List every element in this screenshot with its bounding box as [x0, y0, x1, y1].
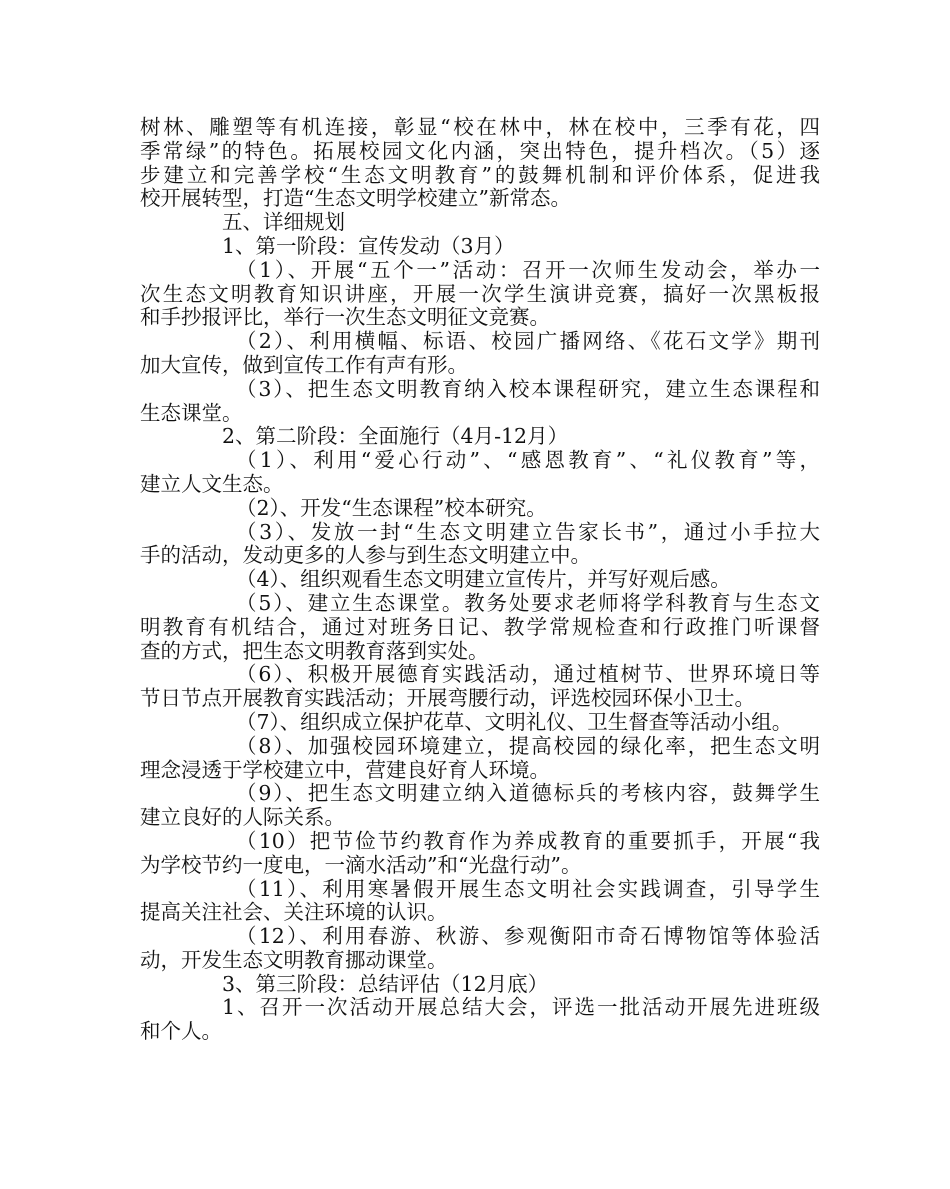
text-line: 季常绿”的特色。拓展校园文化内涵，突出特色，提升档次。（5）逐 [140, 139, 820, 163]
text-line: 理念浸透于学校建立中，营建良好育人环境。 [140, 758, 550, 782]
text-line: 和个人。 [140, 1020, 222, 1044]
text-line: （3）、把生态文明教育纳入校本课程研究，建立生态课程和 [236, 377, 820, 401]
text-line: （2）、利用横幅、标语、校园广播网络、《花石文学》期刊 [236, 330, 820, 354]
text-line: （12）、利用春游、秋游、参观衡阳市奇石博物馆等体验活 [236, 925, 820, 949]
text-line: 步建立和完善学校“生态文明教育”的鼓舞机制和评价体系，促进我 [140, 163, 820, 187]
text-line: （8）、加强校园环境建立，提高校园的绿化率，把生态文明 [236, 734, 820, 758]
text-line: 校开展转型，打造“生态文明学校建立”新常态。 [140, 187, 571, 211]
text-line: （7）、组织成立保护花草、文明礼仪、卫生督查等活动小组。 [236, 710, 793, 734]
text-line: 生态课堂。 [140, 401, 243, 425]
text-line: 建立良好的人际关系。 [140, 806, 345, 830]
text-line: （1）、开展“五个一”活动：召开一次师生发动会，举办一 [236, 258, 820, 282]
text-line: 建立人文生态。 [140, 472, 284, 496]
text-line: 和手抄报评比，举行一次生态文明征文竞赛。 [140, 306, 550, 330]
text-line: （6）、积极开展德育实践活动，通过植树节、世界环境日等 [236, 663, 820, 687]
text-line: 动，开发生态文明教育挪动课堂。 [140, 948, 448, 972]
text-line: 3、第三阶段：总结评估（12月底） [222, 972, 549, 996]
text-line: 次生态文明教育知识讲座，开展一次学生演讲竞赛，搞好一次黑板报 [140, 282, 820, 306]
text-line: （1）、利用“爱心行动”、“感恩教育”、“礼仪教育”等， [236, 449, 820, 473]
text-line: （11）、利用寒暑假开展生态文明社会实践调查，引导学生 [236, 877, 820, 901]
text-line: 1、召开一次活动开展总结大会，评选一批活动开展先进班级 [222, 996, 820, 1020]
text-line: 1、第一阶段：宣传发动（3月） [222, 234, 515, 258]
text-line: （5）、建立生态课堂。教务处要求老师将学科教育与生态文 [236, 591, 820, 615]
text-line: 加大宣传，做到宣传工作有声有形。 [140, 353, 468, 377]
text-line: （4）、组织观看生态文明建立宣传片，并写好观后感。 [236, 568, 731, 592]
document-page [140, 116, 820, 1044]
text-line: （9）、把生态文明建立纳入道德标兵的考核内容，鼓舞学生 [236, 782, 820, 806]
text-line: 手的活动，发动更多的人参与到生态文明建立中。 [140, 544, 591, 568]
text-line: 五、详细规划 [222, 211, 345, 235]
text-line: 节日节点开展教育实践活动；开展弯腰行动，评选校园环保小卫士。 [140, 687, 755, 711]
text-line: 查的方式，把生态文明教育落到实处。 [140, 639, 489, 663]
text-line: 为学校节约一度电，一滴水活动”和“光盘行动”。 [140, 853, 582, 877]
text-line: 明教育有机结合，通过对班务日记、教学常规检查和行政推门听课督 [140, 615, 820, 639]
text-line: 树林、雕塑等有机连接，彰显“校在林中，林在校中，三季有花，四 [140, 116, 820, 139]
text-line: （3）、发放一封“生态文明建立告家长书”，通过小手拉大 [236, 520, 820, 544]
text-line: 2、第二阶段：全面施行（4月-12月） [222, 425, 569, 449]
text-line: （2）、开发“生态课程”校本研究。 [236, 496, 547, 520]
text-line: （10）把节俭节约教育作为养成教育的重要抓手，开展“我 [236, 829, 820, 853]
text-line: 提高关注社会、关注环境的认识。 [140, 901, 448, 925]
